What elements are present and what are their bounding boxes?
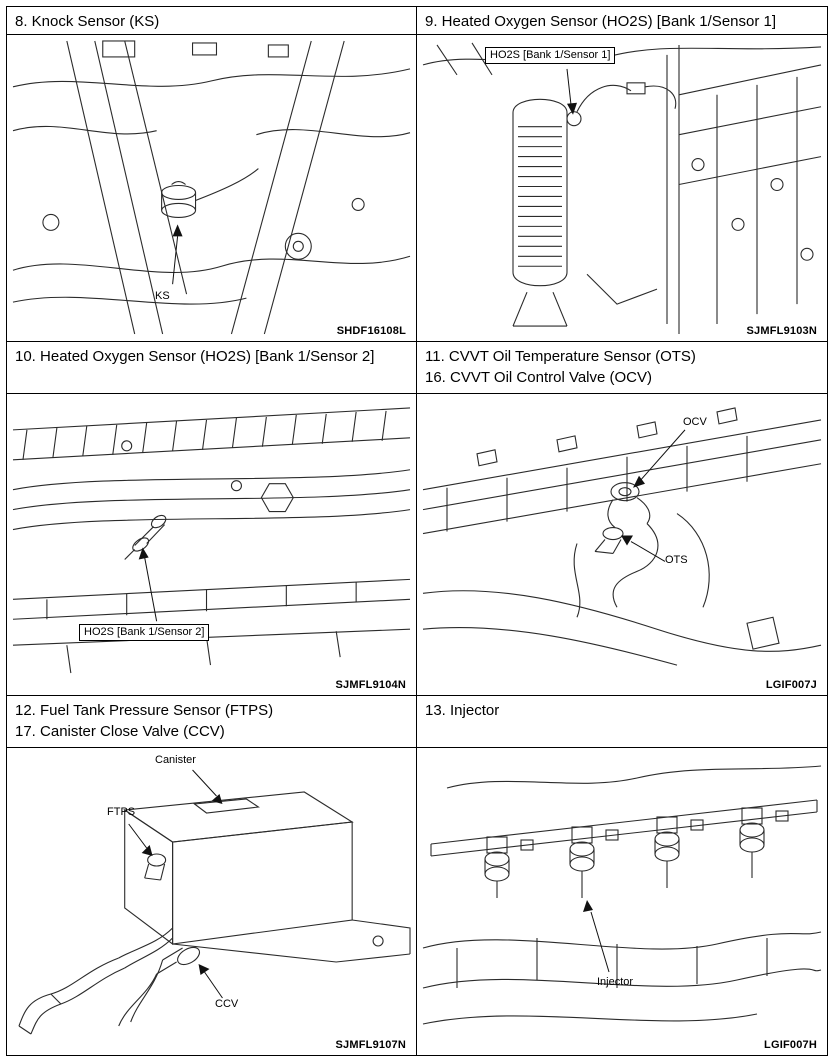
cell-title: 11. CVVT Oil Temperature Sensor (OTS) bbox=[425, 348, 696, 365]
ots-ocv-illustration bbox=[417, 394, 827, 695]
figure-code: SHDF16108L bbox=[336, 325, 406, 337]
cell-title: 9. Heated Oxygen Sensor (HO2S) [Bank 1/Sensor 1] bbox=[425, 13, 777, 30]
cell-title: 10. Heated Oxygen Sensor (HO2S) [Bank 1/Sensor 2] bbox=[15, 348, 375, 365]
injector-illustration bbox=[417, 748, 827, 1055]
figure-ftps-ccv bbox=[7, 748, 417, 1055]
component-table bbox=[6, 6, 828, 1056]
canister-illustration bbox=[7, 748, 416, 1055]
cell-title: 16. CVVT Oil Control Valve (OCV) bbox=[425, 369, 653, 386]
knock-sensor-illustration bbox=[7, 35, 416, 341]
figure-ho2s-bank1-sensor2 bbox=[7, 394, 417, 696]
callout-label-ks: KS bbox=[155, 290, 170, 302]
cell-title: 12. Fuel Tank Pressure Sensor (FTPS) bbox=[15, 702, 274, 719]
cell-header-knock-sensor bbox=[7, 7, 417, 35]
figure-code: SJMFL9104N bbox=[335, 679, 406, 691]
cell-title: 13. Injector bbox=[425, 702, 500, 719]
callout-label-canister: Canister bbox=[155, 754, 196, 766]
cell-title: 17. Canister Close Valve (CCV) bbox=[15, 723, 225, 740]
figure-ho2s-bank1-sensor1 bbox=[417, 35, 827, 342]
ho2s-sensor2-illustration bbox=[7, 394, 416, 695]
callout-label-ccv: CCV bbox=[215, 998, 239, 1010]
callout-label-ots: OTS bbox=[665, 554, 688, 566]
callout-label-ocv: OCV bbox=[683, 416, 707, 428]
figure-knock-sensor bbox=[7, 35, 417, 342]
cell-header-ots-ocv bbox=[417, 342, 827, 394]
cell-header-ho2s-bank1-sensor1 bbox=[417, 7, 827, 35]
figure-code: SJMFL9107N bbox=[335, 1039, 406, 1051]
cell-title: 8. Knock Sensor (KS) bbox=[15, 13, 160, 30]
callout-label-ftps: FTPS bbox=[107, 806, 136, 818]
figure-ots-ocv bbox=[417, 394, 827, 696]
cell-header-ho2s-bank1-sensor2 bbox=[7, 342, 417, 394]
callout-label-ho2s: HO2S [Bank 1/Sensor 2] bbox=[79, 624, 209, 641]
cell-header-injector bbox=[417, 696, 827, 748]
callout-label-injector: Injector bbox=[597, 976, 634, 988]
figure-code: LGIF007J bbox=[765, 679, 817, 691]
figure-code: SJMFL9103N bbox=[746, 325, 817, 337]
figure-code: LGIF007H bbox=[764, 1039, 817, 1051]
cell-header-ftps-ccv bbox=[7, 696, 417, 748]
figure-injector bbox=[417, 748, 827, 1055]
ho2s-sensor1-illustration bbox=[417, 35, 827, 341]
callout-label-ho2s: HO2S [Bank 1/Sensor 1] bbox=[485, 47, 615, 64]
